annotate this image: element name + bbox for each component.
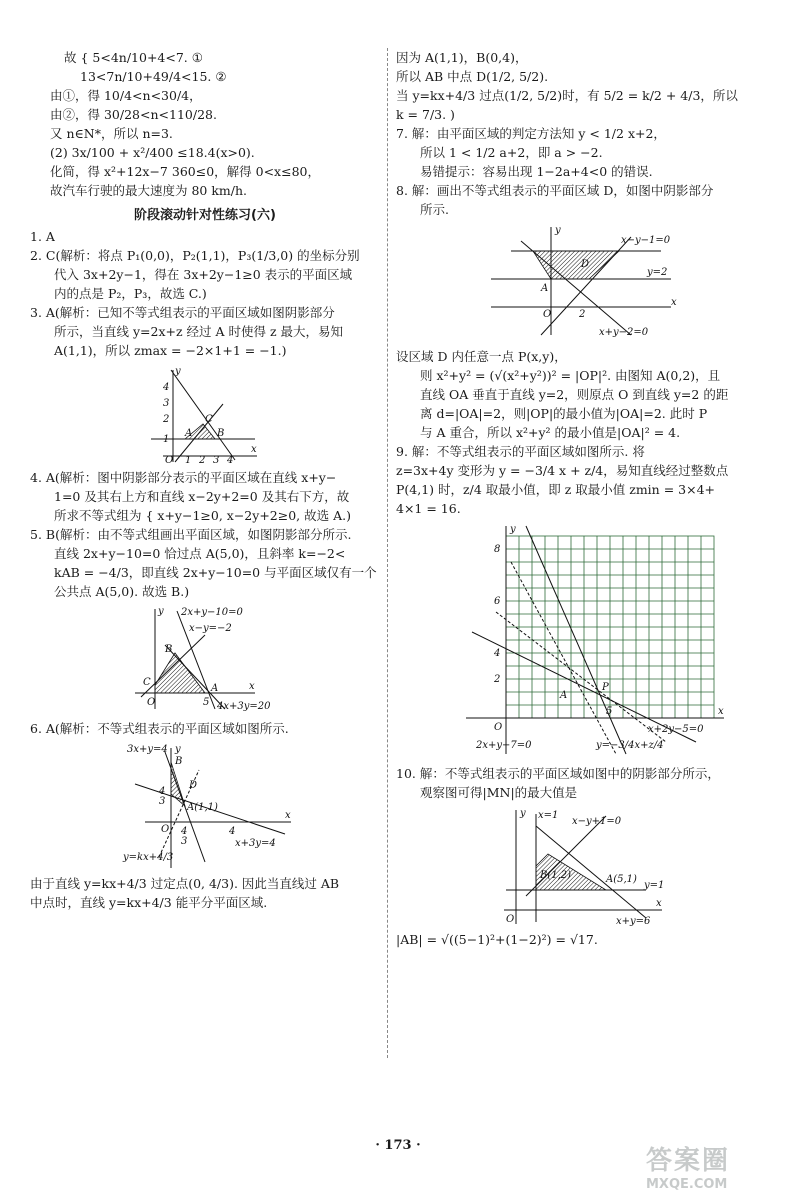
line-label: y=kx+4/3 bbox=[123, 852, 174, 863]
figure-q6 bbox=[115, 742, 295, 870]
grid bbox=[506, 536, 714, 718]
answer-8-tail: 离 d=|OA|=2，则|OP|的最小值为|OA|=2. 此时 P bbox=[420, 406, 708, 421]
answer-4-line: 所求不等式组为 { x+y−1≥0, x−2y+2≥0, 故选 A.) bbox=[54, 508, 351, 523]
answer-5-line: kAB = −4/3，即直线 2x+y−10=0 与平面区域仅有一个 bbox=[54, 565, 377, 580]
answer-8-tail: 直线 OA 垂直于直线 y=2，则原点 O 到直线 y=2 的距 bbox=[420, 387, 729, 402]
tick-label: 4 bbox=[163, 382, 170, 393]
answer-10-line: 10. 解：不等式组表示的平面区域如图中的阴影部分所示， bbox=[396, 766, 720, 781]
answer-9-line: 9. 解：不等式组表示的平面区域如图所示. 将 bbox=[396, 444, 645, 459]
figure-q3 bbox=[145, 364, 265, 464]
origin-label: O bbox=[147, 697, 156, 708]
answer-8-tail: 与 A 重合，所以 x²+y² 的最小值是|OA|² = 4. bbox=[420, 425, 681, 440]
text-line: 当 y=kx+4/3 过点(1/2, 5/2)时，有 5/2 = k/2 + 4/3，所以 bbox=[396, 88, 738, 103]
answer-7-line: 所以 1 < 1/2 a+2，即 a > −2. bbox=[420, 145, 603, 160]
text-line: 由②，得 30/28<n<110/28. bbox=[50, 107, 217, 122]
answer-8-line: 8. 解：画出不等式组表示的平面区域 D，如图中阴影部分 bbox=[396, 183, 714, 198]
point-label: A bbox=[560, 690, 568, 701]
answer-5-line: 公共点 A(5,0). 故选 B.) bbox=[54, 584, 190, 599]
origin-label: O bbox=[506, 914, 515, 925]
line-label: 4x+3y=20 bbox=[217, 701, 271, 712]
text-line: 由①，得 10/4<n<30/4， bbox=[50, 88, 202, 103]
tick-label: 1 bbox=[185, 455, 192, 464]
tick-label: 3 bbox=[213, 455, 220, 464]
answer-4-line: 4. A(解析：图中阴影部分表示的平面区域在直线 x+y− bbox=[30, 470, 337, 485]
line-objective-2 bbox=[511, 562, 616, 754]
answer-8-line: 所示. bbox=[420, 202, 449, 217]
answer-4-line: 1=0 及其右上方和直线 x−2y+2=0 及其右下方，故 bbox=[54, 489, 350, 504]
shaded-region-D bbox=[533, 251, 619, 279]
label: x bbox=[249, 681, 255, 692]
line-label: x−y+1=0 bbox=[572, 816, 622, 827]
right-column bbox=[396, 48, 766, 949]
label: y bbox=[555, 225, 561, 236]
text-line: 故 { 5<4n/10+4<7. ① bbox=[64, 50, 203, 65]
point-label: B bbox=[175, 756, 183, 767]
point-label: P bbox=[602, 682, 609, 693]
point-label: C bbox=[143, 677, 151, 688]
line-label: 2x+y−7=0 bbox=[476, 740, 532, 751]
label: y bbox=[520, 808, 526, 819]
line-label: x+3y=4 bbox=[235, 838, 276, 849]
line-label: y=1 bbox=[644, 880, 665, 891]
text-line: (2) 3x/100 + x²/400 ≤18.4(x>0). bbox=[50, 145, 255, 160]
line-label: x=1 bbox=[538, 810, 559, 821]
text-line: 因为 A(1,1)，B(0,4)， bbox=[396, 50, 528, 65]
label: x bbox=[251, 444, 257, 455]
line-label: x+y−2=0 bbox=[599, 327, 649, 338]
tick-label: 4 bbox=[181, 826, 188, 837]
section-heading: 阶段滚动针对性练习(六) bbox=[134, 208, 276, 223]
answer-6-line: 6. A(解析：不等式组表示的平面区域如图所示. bbox=[30, 721, 289, 736]
label: y bbox=[510, 524, 516, 535]
tick-label: 3 bbox=[181, 836, 188, 847]
text-line: 化简，得 x²+12x−7 360≤0，解得 0<x≤80， bbox=[50, 164, 320, 179]
label: y bbox=[175, 744, 181, 755]
tick-label: 5 bbox=[203, 697, 210, 708]
tick-label: 4 bbox=[159, 786, 166, 797]
figure-q9 bbox=[436, 522, 726, 760]
line-label: 2x+y−10=0 bbox=[181, 607, 243, 618]
origin-label: O bbox=[543, 309, 552, 320]
answer-9-line: z=3x+4y 变形为 y = −3/4 x + z/4，易知直线经过整数点 bbox=[396, 463, 729, 478]
answer-5-line: 5. B(解析：由不等式组画出平面区域，如图阴影部分所示. bbox=[30, 527, 352, 542]
tick-label: 1 bbox=[163, 434, 170, 445]
line-label: y=2 bbox=[647, 267, 668, 278]
line-label: 3x+y=4 bbox=[127, 744, 168, 755]
tick-label: 2 bbox=[579, 309, 586, 320]
figure-q5 bbox=[125, 605, 285, 715]
answer-9-line: P(4,1) 时，z/4 取最小值，即 z 取最小值 zmin = 3×4+ bbox=[396, 482, 716, 497]
point-label: D bbox=[581, 259, 590, 270]
answer-2-line: 2. C(解析：将点 P₁(0,0)，P₂(1,1)，P₃(1/3,0) 的坐标分别 bbox=[30, 248, 360, 263]
answer-3-line: 所示，当直线 y=2x+z 经过 A 时使得 z 最大，易知 bbox=[54, 324, 344, 339]
line-label: x+2y−5=0 bbox=[648, 724, 704, 735]
tick-label: 2 bbox=[494, 674, 501, 685]
answer-2-line: 代入 3x+2y−1，得在 3x+2y−1≥0 表示的平面区域 bbox=[54, 267, 353, 282]
shaded-region bbox=[171, 762, 185, 806]
label: x bbox=[656, 898, 662, 909]
point-label: B bbox=[165, 644, 173, 655]
figure-q10 bbox=[496, 806, 666, 926]
tick-label: 8 bbox=[494, 544, 501, 555]
point-label: B(1,2) bbox=[540, 870, 572, 881]
text-line: k = 7/3. ) bbox=[396, 107, 455, 122]
text-line: 故汽车行驶的最大速度为 80 km/h. bbox=[50, 183, 248, 198]
point-label: C bbox=[205, 414, 213, 425]
page-number: · 173 · bbox=[375, 1138, 421, 1153]
answer-7-line: 易错提示：容易出现 1−2a+4<0 的错误. bbox=[420, 164, 653, 179]
watermark-text: 答案圈 bbox=[646, 1146, 731, 1176]
answer-6-tail: 中点时，直线 y=kx+4/3 能平分平面区域. bbox=[30, 895, 268, 910]
origin-label: O bbox=[494, 722, 503, 733]
tick-label: 3 bbox=[159, 796, 166, 807]
answer-1: 1. A bbox=[30, 229, 55, 244]
line-boundary bbox=[171, 370, 235, 460]
line-label: x−y=−2 bbox=[189, 623, 232, 634]
tick-label: 2 bbox=[163, 414, 170, 425]
point-label: A bbox=[211, 683, 219, 694]
line-objective bbox=[496, 612, 666, 742]
text-line: 13<7n/10+49/4<15. ② bbox=[80, 69, 227, 84]
answer-9-line: 4×1 = 16. bbox=[396, 501, 461, 516]
line-label: x+y=6 bbox=[616, 916, 651, 926]
tick-label: 6 bbox=[494, 596, 501, 607]
origin-label: O bbox=[165, 455, 174, 464]
point-label: A(5,1) bbox=[606, 874, 637, 885]
line-label: x−y−1=0 bbox=[621, 235, 671, 246]
answer-2-line: 内的点是 P₂，P₃，故选 C.) bbox=[54, 286, 207, 301]
point-label: A bbox=[185, 428, 193, 439]
label: y bbox=[158, 606, 164, 617]
tick-label: 2 bbox=[199, 455, 206, 464]
figure-q8 bbox=[471, 223, 691, 343]
origin-label: O bbox=[161, 824, 170, 835]
line-label: y=−3/4x+z/4 bbox=[596, 740, 664, 751]
tick-label: 5 bbox=[606, 706, 613, 717]
label: x bbox=[718, 706, 724, 717]
point-label: A(1,1) bbox=[187, 802, 218, 813]
answer-7-line: 7. 解：由平面区域的判定方法知 y < 1/2 x+2， bbox=[396, 126, 666, 141]
answer-8-tail: 则 x²+y² = (√(x²+y²))² = |OP|². 由图知 A(0,2)，且 bbox=[420, 368, 721, 383]
answer-5-line: 直线 2x+y−10=0 恰过点 A(5,0)，且斜率 k=−2< bbox=[54, 546, 346, 561]
point-label: D bbox=[189, 780, 198, 791]
label: y bbox=[175, 366, 181, 377]
point-label: B bbox=[217, 428, 225, 439]
answer-10-line: 观察图可得|MN|的最大值是 bbox=[420, 785, 578, 800]
tick-label: 4 bbox=[229, 826, 236, 837]
answer-10-tail: |AB| = √((5−1)²+(1−2)²) = √17. bbox=[396, 932, 598, 947]
answer-3-line: 3. A(解析：已知不等式组表示的平面区域如图阴影部分 bbox=[30, 305, 335, 320]
tick-label: 4 bbox=[227, 455, 234, 464]
label: x bbox=[285, 810, 291, 821]
tick-label: 3 bbox=[163, 398, 170, 409]
tick-label: 4 bbox=[494, 648, 501, 659]
label: x bbox=[671, 297, 677, 308]
text-line: 所以 AB 中点 D(1/2, 5/2). bbox=[396, 69, 549, 84]
answer-6-tail: 由于直线 y=kx+4/3 过定点(0, 4/3). 因此当直线过 AB bbox=[30, 876, 340, 891]
answer-8-tail: 设区域 D 内任意一点 P(x,y)， bbox=[396, 349, 567, 364]
watermark bbox=[646, 1140, 786, 1192]
answer-3-line: A(1,1)，所以 zmax = −2×1+1 = −1.) bbox=[54, 343, 287, 358]
watermark-url: MXQE.COM bbox=[646, 1177, 728, 1192]
column-divider bbox=[387, 48, 388, 1058]
text-line: 又 n∈N*，所以 n=3. bbox=[50, 126, 173, 141]
left-column bbox=[30, 48, 380, 912]
point-label: A bbox=[541, 283, 549, 294]
